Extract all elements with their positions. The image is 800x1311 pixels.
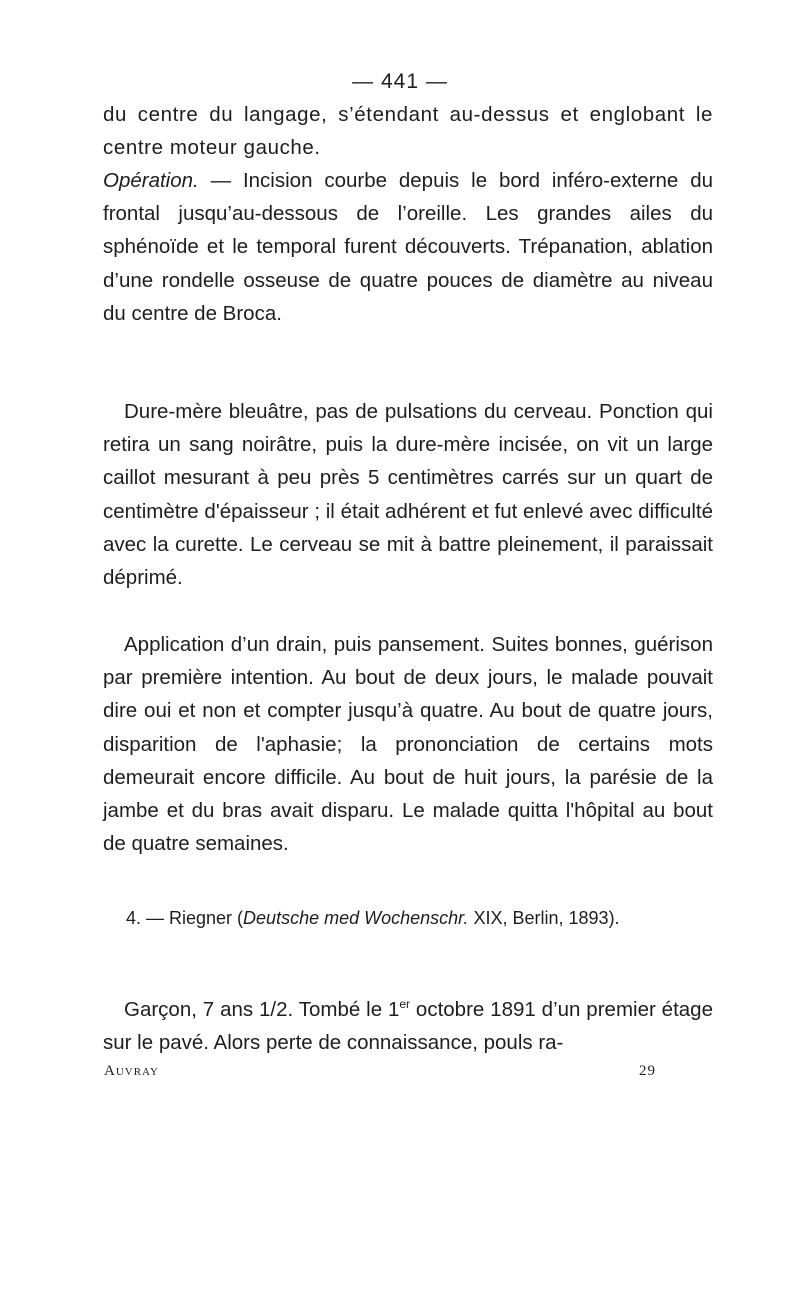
footer-signature: 29 xyxy=(639,1063,656,1079)
operation-label: Opération. xyxy=(103,169,199,192)
case-reference xyxy=(126,908,766,929)
reference-journal: Deutsche med Wochenschr. xyxy=(243,908,469,928)
footer-author: Auvray xyxy=(104,1063,159,1079)
case-4-text-b: octobre 1891 d’un premier étage sur le pavé. Alors perte de connaissance, pouls ra- xyxy=(103,997,713,1055)
operation-text: — Incision courbe depuis le bord inféro-externe du frontal jusqu’au-dessous de l’oreille. Les grandes ailes du sphénoïde et le temporal furent découverts. Trépanation, ablation d’une rondelle osseuse de quatre pouces de diamètre au niveau du centre de Broca. xyxy=(103,169,713,325)
paragraph-outcome: Application d’un drain, puis pansement. Suites bonnes, guérison par première intention. Au bout de deux jours, le malade pouvait dire oui et non et compter jusqu’à quatre. Au bout de quatre jours, disparition de l'aphasie; la prononciation de certains mots demeurait encore difficile. Au bout de huit jours, la parésie de la jambe et du bras avait disparu. Le malade quitta l'hôpital au bout de quatre semaines. xyxy=(103,633,713,856)
paragraph-case-4 xyxy=(103,988,713,1059)
reference-details: XIX, Berlin, 1893). xyxy=(468,908,620,928)
paragraph-operation xyxy=(103,164,713,330)
paragraph-continuation: du centre du langage, s’étendant au-dessus et englobant le centre moteur gauche. xyxy=(103,103,713,160)
page-number: — 441 — xyxy=(352,70,448,93)
reference-number: 4. — Riegner ( xyxy=(126,908,244,928)
case-4-text-a: Garçon, 7 ans 1/2. Tombé le 1 xyxy=(124,997,400,1021)
paragraph-dura-mater: Dure-mère bleuâtre, pas de pulsations du cerveau. Ponction qui retira un sang noirâtre, puis la dure-mère incisée, on vit un large caillot mesurant à peu près 5 centimètres carrés sur un quart de centimètre d'épaisseur ; il était adhérent et fut enlevé avec difficulté avec la curette. Le cerveau se mit à battre pleinement, il paraissait déprimé. xyxy=(103,400,713,590)
case-4-superscript: er xyxy=(399,997,411,1011)
